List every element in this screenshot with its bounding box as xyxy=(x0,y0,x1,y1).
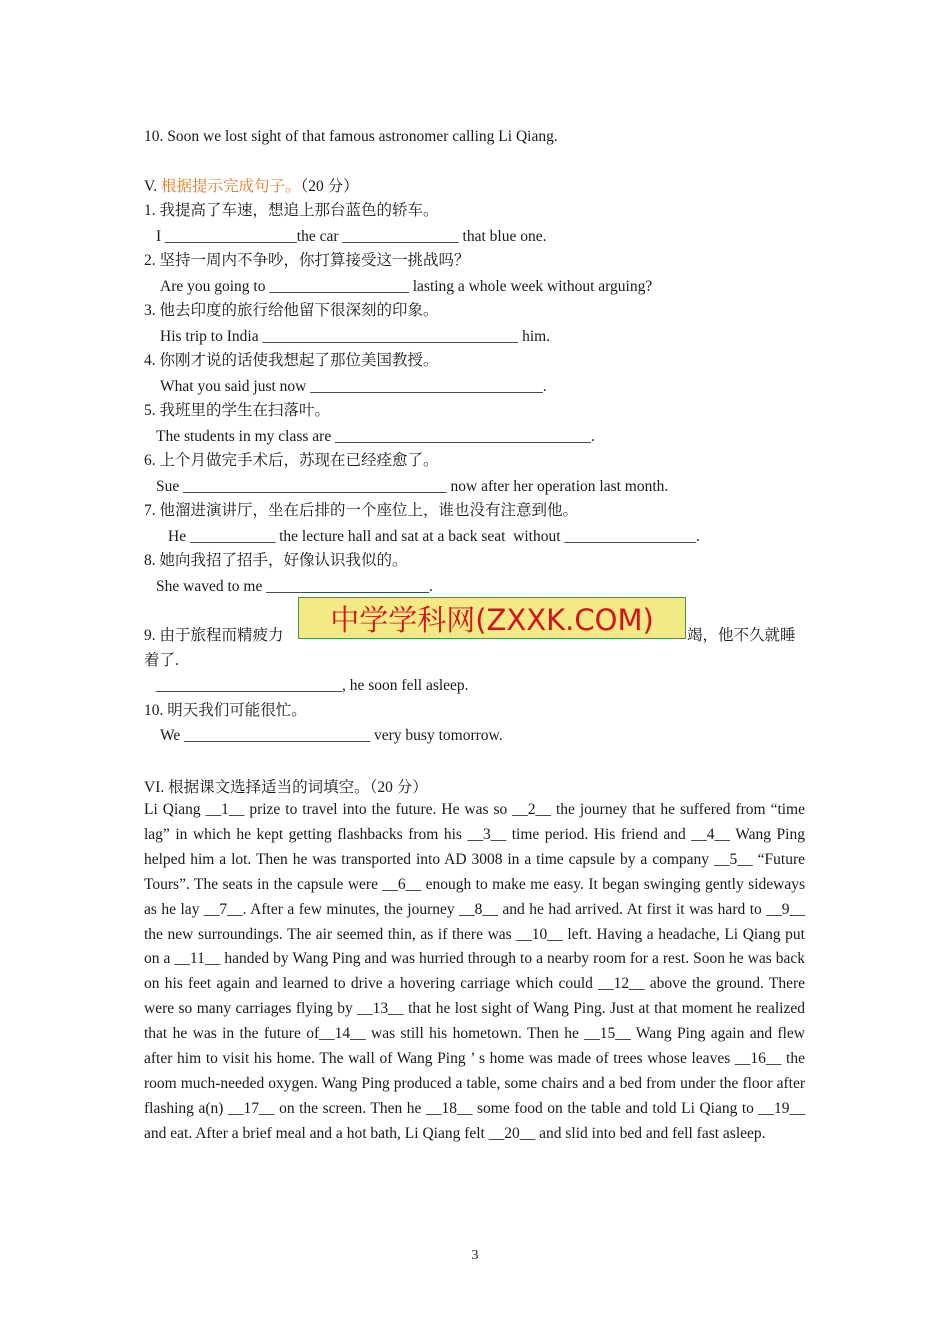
text-line: 着了. xyxy=(144,652,179,669)
watermark-logo xyxy=(298,597,686,639)
section-number: V. xyxy=(144,178,161,195)
text-line: She waved to me _____________________. xyxy=(156,578,433,595)
text-line: We ________________________ very busy tomorrow. xyxy=(160,727,503,744)
text-line: 9. 由于旅程而精疲力 xyxy=(144,627,284,644)
text-line: 2. 坚持一周内不争吵，你打算接受这一挑战吗？ xyxy=(144,252,470,269)
cloze-passage: Li Qiang __1__ prize to travel into the future. He was so __2__ the journey that he suffered from “time lag” in which he kept getting flashbacks from his __3__ time period. His friend and __4__ Wang Ping helped him a lot. Then he was transported into AD 3008 in a time capsule by a company __5__ “Future Tours”. The seats in the capsule were __6__ enough to make me easy. It began swinging gently sideways as he lay __7__. After a few minutes, the journey __8__ and he had arrived. At first it was hard to __9__ the new surroundings. The air seemed thin, as if there was __10__ left. Having a headache, Li Qiang put on a __11__ handed by Wang Ping and was hurried through to a nearby room for a rest. Soon he was back on his feet again and learned to drive a hovering carriage which could __12__ above the ground. There were so many carriages flying by __13__ that he lost sight of Wang Ping. Just at that moment he realized that he was in the future of__14__ was still his hometown. Then he __15__ Wang Ping again and flew after him to visit his home. The wall of Wang Ping ’ s home was made of trees whose leaves __16__ the room much-needed oxygen. Wang Ping produced a table, some chairs and a bed from under the floor after flashing a(n) __17__ on the screen. Then he __18__ some food on the table and told Li Qiang to __19__ and eat. After a brief meal and a hot bath, Li Qiang felt __20__ and slid into bed and fell fast asleep. xyxy=(144,801,805,1142)
text-line: I _________________the car _______________ that blue one. xyxy=(156,228,547,245)
text-line xyxy=(144,177,359,197)
page-number: 3 xyxy=(471,1248,479,1263)
text-line: 10. 明天我们可能很忙。 xyxy=(144,702,307,719)
text-line: 4. 你刚才说的话使我想起了那位美国教授。 xyxy=(144,352,439,369)
text-line: What you said just now ______________________________. xyxy=(160,378,547,395)
text-line: ________________________, he soon fell asleep. xyxy=(156,677,469,694)
watermark-text: 中学学科网(ZXXK.COM) xyxy=(330,602,654,637)
section-score: （20 分） xyxy=(300,178,359,195)
text-line: He ___________ the lecture hall and sat at a back seat without _________________. xyxy=(168,528,701,545)
text-line: Are you going to __________________ lasting a whole week without arguing? xyxy=(160,278,653,295)
text-line: 1. 我提高了车速，想追上那台蓝色的轿车。 xyxy=(144,202,439,219)
text-line: VI. 根据课文选择适当的词填空。（20 分） xyxy=(144,779,428,796)
text-line: Sue __________________________________ now after her operation last month. xyxy=(156,478,669,495)
text-line: 7. 他溜进演讲厅，坐在后排的一个座位上，谁也没有注意到他。 xyxy=(144,502,579,519)
text-line: 8. 她向我招了招手，好像认识我似的。 xyxy=(144,552,408,569)
text-line: His trip to India _________________________________ him. xyxy=(160,328,551,345)
text-line: 竭，他不久就睡 xyxy=(687,627,796,644)
text-line: 5. 我班里的学生在扫落叶。 xyxy=(144,402,331,419)
text-line: The students in my class are _________________________________. xyxy=(156,428,595,445)
text-line: 3. 他去印度的旅行给他留下很深刻的印象。 xyxy=(144,302,439,319)
text-line: 10. Soon we lost sight of that famous astronomer calling Li Qiang. xyxy=(144,128,558,145)
text-line: 6. 上个月做完手术后，苏现在已经痊愈了。 xyxy=(144,452,439,469)
section-heading-highlight: 根据提示完成句子。 xyxy=(160,178,301,195)
